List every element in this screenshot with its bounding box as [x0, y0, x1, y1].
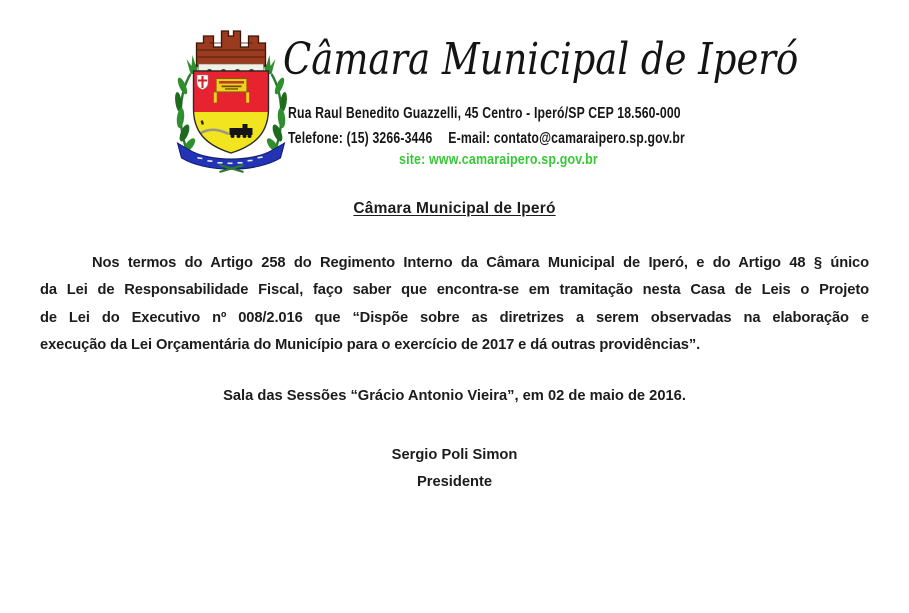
- paragraph-line: de Lei do Executivo nº 008/2.016 que “Dispõe sobre as diretrizes a serem observadas na elaboração e: [40, 309, 869, 326]
- paragraph-line: da Lei de Responsabilidade Fiscal, faço saber que encontra-se em tramitação nesta Casa de Leis o Projeto: [40, 282, 869, 299]
- signature-block: [0, 442, 909, 497]
- signature-role: Presidente: [416, 474, 493, 491]
- letterhead-site-link: site: www.camaraipero.sp.gov.br: [399, 151, 598, 168]
- letterhead-email: E-mail: contato@camaraipero.sp.gov.br: [448, 130, 685, 147]
- coat-of-arms-icon: [168, 22, 294, 174]
- letterhead-phone: Telefone: (15) 3266-3446: [288, 130, 433, 147]
- paragraph-line: Nos termos do Artigo 258 do Regimento Interno da Câmara Municipal de Iperó, e do Artigo 48 § único: [92, 255, 869, 271]
- signature-name: Sergio Poli Simon: [391, 447, 518, 463]
- paragraph-line: execução da Lei Orçamentária do Município para o exercício de 2017 e dá outras providências”.: [40, 337, 701, 354]
- mural-crown: [197, 31, 266, 72]
- body-paragraph: [40, 250, 869, 360]
- letterhead-contact-line: [288, 129, 685, 149]
- session-location-date-line: Sala das Sessões “Grácio Antonio Vieira”, em 02 de maio de 2016.: [223, 388, 686, 404]
- shield: [194, 71, 269, 154]
- document-title: Câmara Municipal de Iperó: [353, 200, 556, 217]
- letterhead-address: Rua Raul Benedito Guazzelli, 45 Centro - Iperó/SP CEP 18.560-000: [288, 105, 681, 122]
- letterhead-title: Câmara Municipal de Iperó: [283, 34, 799, 85]
